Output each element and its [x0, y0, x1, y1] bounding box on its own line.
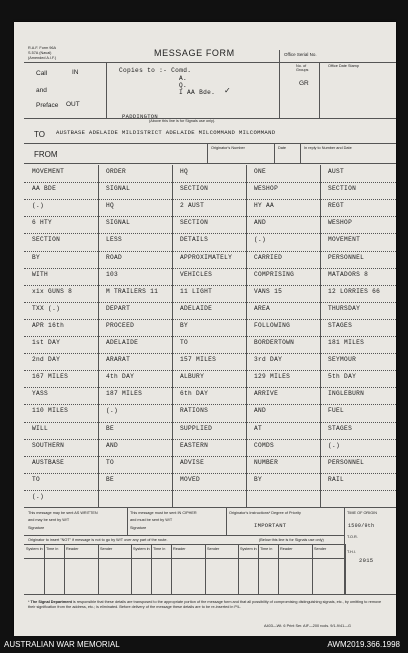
- grid-cell: AND: [106, 441, 119, 449]
- grid-cell: WESHOP: [328, 219, 353, 227]
- grid-cell: ALBURY: [180, 373, 205, 381]
- tor-label: T.O.R.: [347, 535, 358, 539]
- grid-cell: SEYMOUR: [328, 356, 357, 364]
- grid-cell: YASS: [32, 390, 49, 398]
- call-and: and: [36, 87, 47, 94]
- grid-cell: 187 MILES: [106, 390, 143, 398]
- from-label: FROM: [34, 150, 58, 159]
- as-written-note-2: and may be sent by W/T: [28, 518, 70, 522]
- grid-cell: BE: [106, 424, 115, 432]
- grid-cell: 103: [106, 270, 119, 278]
- to-label: TO: [34, 130, 45, 139]
- grid-cell: PROCEED: [106, 321, 135, 329]
- grid-cell: WESHOP: [254, 185, 279, 193]
- grid-cell: DEPART: [106, 304, 131, 312]
- footer-left: AUSTRALIAN WAR MEMORIAL: [4, 640, 120, 649]
- grid-cell: 5th DAY: [328, 373, 357, 381]
- grid-cell: PERSONNEL: [328, 253, 365, 261]
- signals-column-header: Time in: [260, 547, 273, 551]
- signals-column-header: Reader: [66, 547, 79, 551]
- copies-line2: A.: [179, 75, 188, 82]
- grid-cell: THURSDAY: [328, 304, 361, 312]
- grid-cell: TO: [32, 475, 41, 483]
- footer-right: AWM2019.366.1998: [327, 640, 400, 649]
- call-preface: Preface: [36, 102, 59, 109]
- grid-cell: ONE: [254, 168, 267, 175]
- addressee-typed: PADDINGTON: [122, 113, 159, 120]
- check-mark: ✓: [224, 86, 231, 95]
- gr-label: GR: [299, 80, 309, 87]
- grid-cell: DETAILS: [180, 236, 209, 244]
- grid-cell: SIGNAL: [106, 219, 131, 227]
- grid-cell: BY: [32, 253, 41, 261]
- grid-cell: ADVISE: [180, 458, 205, 466]
- grid-cell: STAGES: [328, 424, 353, 432]
- signals-column-header: Time in: [46, 547, 59, 551]
- grid-cell: BY: [254, 475, 263, 483]
- grid-cell: AND: [254, 407, 267, 415]
- not-wt-note: Originator to insert "NOT" if message is not to go by W/T over any part of the route.: [28, 538, 168, 542]
- signature-label-1: Signature: [28, 526, 45, 530]
- grid-cell: 4th DAY: [106, 373, 135, 381]
- thi-value: 2015: [359, 557, 374, 564]
- signals-column-header: Reader: [280, 547, 293, 551]
- grid-cell: BE: [106, 475, 115, 483]
- signal-department-note: * The Signal Department is responsible that these details are transposed to the appropriate portion of the message form and that all possibility of compromising distinguishing signals, etc., by omitting to remove their signification from the address, etc.; is eliminated. Before delivery of the message these details are to be re-inserted in P/L.: [28, 600, 382, 609]
- signals-column-header: Sender: [100, 547, 113, 551]
- grid-cell: 6th DAY: [180, 390, 209, 398]
- no-groups-label: No. of Groups: [296, 64, 309, 72]
- grid-cell: 129 MILES: [254, 373, 291, 381]
- grid-cell: AA BDE: [32, 185, 57, 193]
- priority-value: IMPORTANT: [254, 522, 287, 529]
- grid-cell: AND: [254, 219, 267, 227]
- signals-column-header: Sender: [207, 547, 220, 551]
- grid-cell: 2 AUST: [180, 202, 205, 210]
- grid-cell: WITH: [32, 270, 49, 278]
- call-in: IN: [72, 69, 79, 76]
- below-line-note: (Below this line is for Signals use only): [259, 538, 324, 542]
- form-number: R.A.F. Form 96A: [28, 46, 57, 50]
- grid-cell: M TRAILERS 11: [106, 287, 159, 295]
- grid-cell: EASTERN: [180, 441, 209, 449]
- cipher-note-2: and must be sent by W/T: [130, 518, 173, 522]
- grid-cell: HY AA: [254, 202, 275, 210]
- copies-line1: Copies to :- Comd.: [119, 67, 192, 74]
- signals-column-header: System in: [133, 547, 150, 551]
- to-addresses: AUSTBASE ADELAIDE MILDISTRICT ADELAIDE MILCOMMAND MILCOMMAND: [56, 129, 276, 136]
- grid-cell: MOVED: [180, 475, 201, 483]
- grid-cell: AUST: [328, 168, 345, 175]
- grid-cell: ARARAT: [106, 356, 131, 364]
- grid-cell: WILL: [32, 424, 49, 432]
- office-serial-label: Office Serial No.: [284, 52, 317, 57]
- grid-cell: CARRIED: [254, 253, 283, 261]
- grid-cell: APPROXIMATELY: [180, 253, 233, 261]
- signals-column-header: Reader: [173, 547, 186, 551]
- grid-cell: HQ: [180, 168, 189, 175]
- cipher-note: This message must be sent IN CIPHER: [130, 511, 197, 515]
- as-written-note: This message may be sent AS WRITTEN: [28, 511, 98, 515]
- grid-cell: BORDERTOWN: [254, 339, 295, 346]
- grid-cell: BY: [180, 321, 189, 329]
- signals-column-header: Sender: [314, 547, 327, 551]
- grid-cell: SECTION: [180, 219, 209, 227]
- grid-cell: SUPPLIED: [180, 424, 213, 432]
- grid-cell: 2nd DAY: [32, 356, 61, 364]
- grid-cell: ARRIVE: [254, 390, 279, 398]
- grid-cell: SECTION: [180, 185, 209, 193]
- grid-cell: 157 MILES: [180, 356, 217, 364]
- grid-cell: (.): [106, 407, 119, 415]
- grid-cell: ROAD: [106, 253, 123, 261]
- grid-cell: MOVEMENT: [328, 236, 361, 244]
- grid-cell: SOUTHERN: [32, 441, 65, 449]
- grid-cell: COMDS: [254, 441, 275, 449]
- grid-cell: SECTION: [32, 236, 61, 244]
- grid-cell: 1st DAY: [32, 339, 61, 346]
- grid-cell: TO: [106, 458, 115, 466]
- grid-cell: LESS: [106, 236, 123, 244]
- signals-use-note: (Above this line is for Signals use only).: [149, 119, 216, 123]
- grid-cell: AREA: [254, 304, 271, 312]
- amended-note: (Amended A.I.F.): [28, 56, 57, 60]
- grid-cell: 167 MILES: [32, 373, 69, 381]
- time-of-origin-stamp: 1500/9th: [348, 523, 375, 529]
- copies-line3: Q.: [179, 82, 188, 89]
- grid-cell: VEHICLES: [180, 270, 213, 278]
- message-form-sheet: [14, 22, 396, 636]
- grid-cell: 181 MILES: [328, 339, 365, 346]
- grid-cell: VANS 15: [254, 287, 283, 295]
- grid-cell: 6 HTY: [32, 219, 53, 227]
- signal-department-bold: The Signal Department: [30, 600, 72, 604]
- in-reply-label: In reply to Number and Date: [304, 146, 352, 150]
- grid-cell: APR 16th: [32, 321, 65, 329]
- call-out: OUT: [66, 101, 80, 108]
- originators-number-label: Originator's Number: [211, 146, 245, 150]
- grid-cell: NUMBER: [254, 458, 279, 466]
- grid-cell: 110 MILES: [32, 407, 69, 415]
- signals-column-header: Time in: [153, 547, 166, 551]
- originator-instructions: Originator's Instructions* Degree of Priority: [229, 511, 301, 515]
- grid-cell: STAGES: [328, 321, 353, 329]
- grid-cell: HQ: [106, 202, 115, 210]
- signals-column-header: System in: [240, 547, 257, 551]
- call-label: Call: [36, 70, 48, 77]
- office-date-stamp-label: Office Date Stamp: [328, 64, 359, 68]
- grid-cell: (.): [254, 236, 267, 244]
- thi-label: T.H.I.: [347, 550, 356, 554]
- grid-cell: 12 LORRIES 66: [328, 287, 381, 295]
- grid-cell: RATIONS: [180, 407, 209, 415]
- signature-label-2: Signature: [130, 526, 147, 530]
- grid-cell: ADELAIDE: [106, 339, 139, 346]
- grid-cell: TO: [180, 339, 189, 346]
- grid-cell: MATADORS 8: [328, 270, 369, 278]
- grid-cell: 3rd DAY: [254, 356, 283, 364]
- grid-cell: SECTION: [328, 185, 357, 193]
- date-label: Date: [278, 146, 287, 150]
- grid-cell: 11 LIGHT: [180, 287, 213, 295]
- archive-footer: [0, 636, 408, 653]
- naval-number: S.57A (Naval): [28, 51, 52, 55]
- grid-cell: FOLLOWING: [254, 321, 291, 329]
- grid-cell: AT: [254, 424, 263, 432]
- grid-cell: xix GUNS 8: [32, 287, 73, 295]
- grid-cell: (.): [32, 492, 45, 500]
- time-of-origin-label: TIME OF ORIGIN: [347, 511, 377, 515]
- grid-cell: SIGNAL: [106, 185, 131, 193]
- grid-cell: FUEL: [328, 407, 345, 415]
- grid-cell: ADELAIDE: [180, 304, 213, 312]
- grid-cell: REGT: [328, 202, 345, 210]
- copies-line4: I AA Bde.: [179, 89, 216, 96]
- grid-cell: (.): [328, 441, 341, 449]
- grid-cell: (.): [32, 202, 45, 210]
- signal-department-text: is responsible that these details are transposed to the appropriate portion of the message form and that all possibility of compromising distinguishing signals, etc., by omitting to remove their signification from the address, etc.; is eliminated. Before delivery of the message these details are to be re-inserted in P/L.: [28, 600, 382, 609]
- grid-cell: COMPRISING: [254, 270, 295, 278]
- grid-cell: MOVEMENT: [32, 168, 65, 175]
- signals-column-header: System in: [26, 547, 43, 551]
- grid-cell: PERSONNEL: [328, 458, 365, 466]
- grid-cell: TXX (.): [32, 304, 61, 312]
- grid-cell: RAIL: [328, 475, 345, 483]
- print-reference: A403—Wt. 6 Print Ser. AIF—200 rcols. 9/1-9/41—G: [264, 624, 351, 628]
- form-title: MESSAGE FORM: [154, 48, 235, 58]
- grid-cell: AUSTBASE: [32, 458, 65, 466]
- grid-cell: ORDER: [106, 168, 127, 175]
- grid-cell: INGLEBURN: [328, 390, 365, 398]
